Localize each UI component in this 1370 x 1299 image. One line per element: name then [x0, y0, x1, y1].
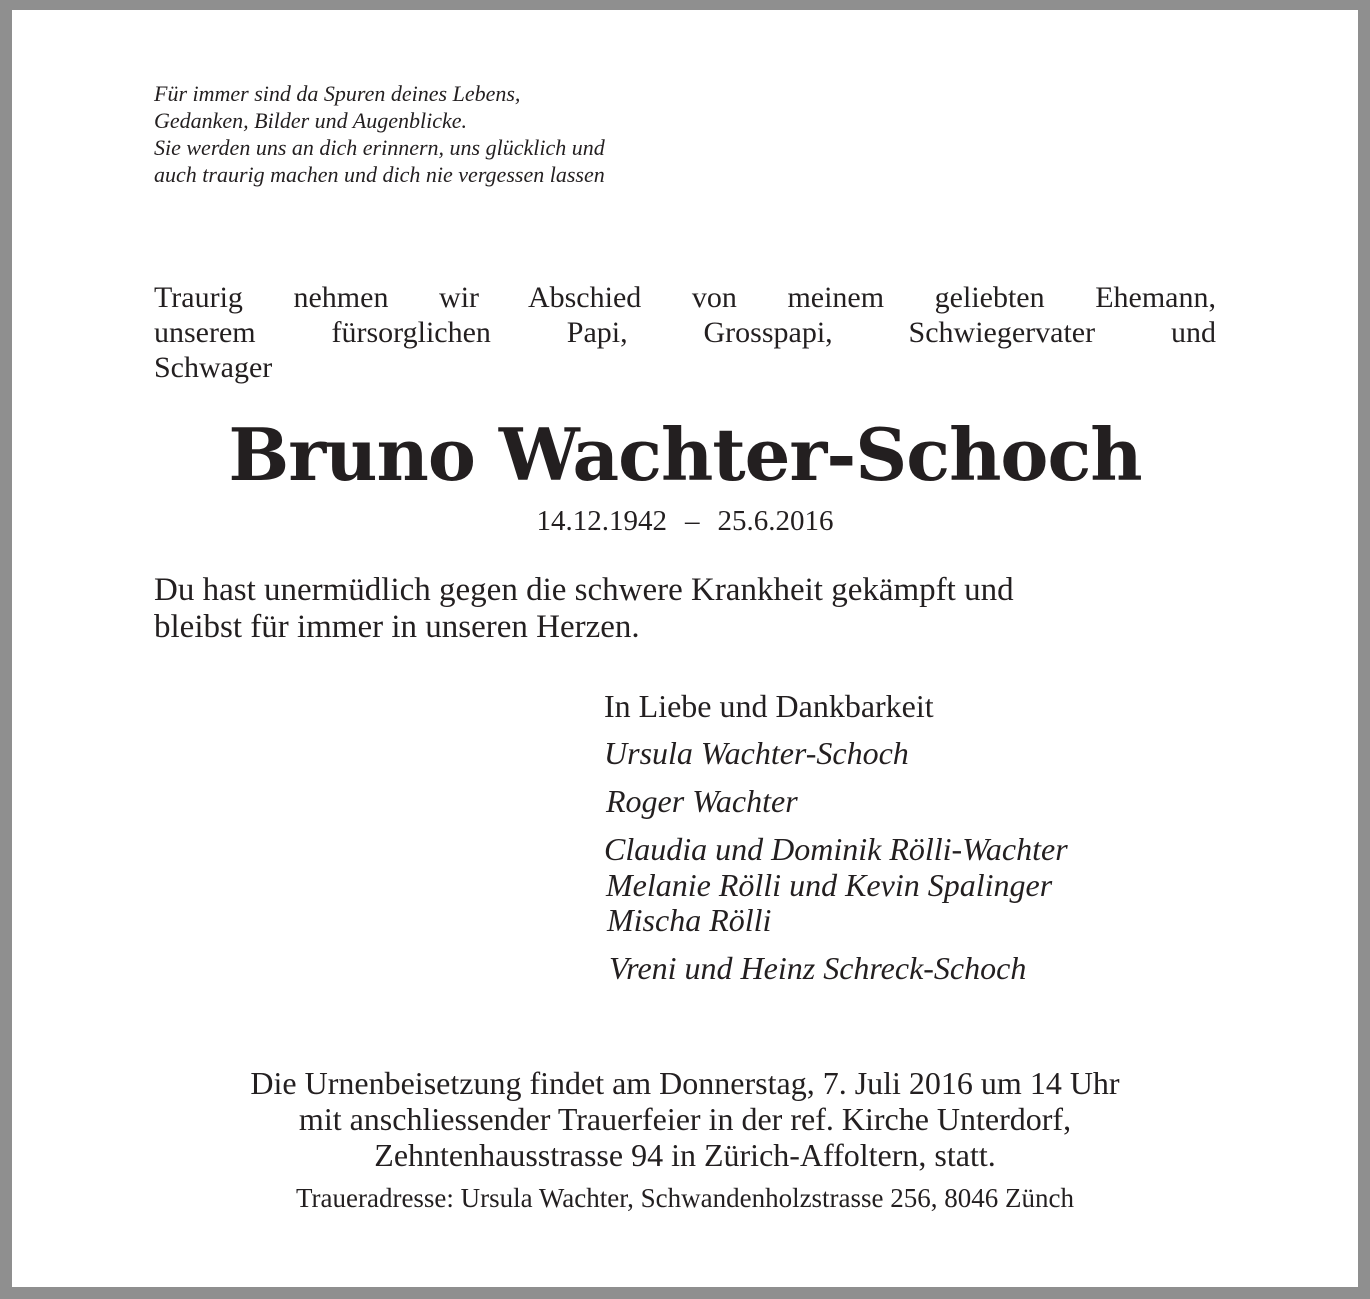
intro-line: Traurig nehmen wir Abschied von meinem geliebten Ehemann,	[154, 281, 1216, 314]
birth-date: 14.12.1942	[536, 505, 667, 537]
obituary-page	[12, 10, 1358, 1287]
funeral-line: Zehntenhausstrasse 94 in Zürich-Affoltern, statt.	[374, 1137, 996, 1173]
mourner-name: Melanie Rölli und Kevin Spalinger	[606, 867, 1053, 903]
message-line: Du hast unermüdlich gegen die schwere Krankheit gekämpft und	[154, 572, 1014, 608]
death-date: 25.6.2016	[717, 505, 834, 537]
funeral-line: Die Urnenbeisetzung findet am Donnerstag, 7. Juli 2016 um 14 Uhr	[250, 1065, 1120, 1101]
mourner-name: Mischa Rölli	[607, 902, 772, 938]
mourners-heading: In Liebe und Dankbarkeit	[604, 688, 934, 724]
message-line: bleibst für immer in unseren Herzen.	[154, 609, 640, 645]
funeral-line: mit anschliessender Trauerfeier in der ref. Kirche Unterdorf,	[298, 1101, 1072, 1137]
mourner-name: Roger Wachter	[606, 783, 798, 819]
intro-line: Schwager	[154, 351, 273, 384]
intro-line: unserem fürsorglichen Papi, Grosspapi, Schwiegervater und	[154, 316, 1216, 349]
funeral-notice	[12, 1065, 1358, 1173]
poem-line: Gedanken, Bilder und Augenblicke.	[154, 108, 467, 133]
poem-line: auch traurig machen und dich nie vergessen lassen	[154, 162, 605, 187]
mourning-address: Traueradresse: Ursula Wachter, Schwandenholzstrasse 256, 8046 Zünch	[295, 1183, 1075, 1213]
poem-line: Sie werden uns an dich erinnern, uns glücklich und	[154, 135, 605, 160]
mourner-name: Claudia und Dominik Rölli-Wachter	[604, 831, 1068, 867]
deceased-name: Bruno Wachter-Schoch	[228, 412, 1142, 497]
memorial-message	[154, 572, 1014, 646]
mourner-name: Vreni und Heinz Schreck-Schoch	[609, 950, 1027, 986]
date-separator: –	[685, 505, 700, 537]
life-dates	[12, 503, 1358, 539]
poem-verse	[154, 80, 605, 188]
mourner-name: Ursula Wachter-Schoch	[604, 735, 909, 771]
poem-line: Für immer sind da Spuren deines Lebens,	[154, 81, 521, 106]
farewell-intro	[154, 280, 1216, 385]
